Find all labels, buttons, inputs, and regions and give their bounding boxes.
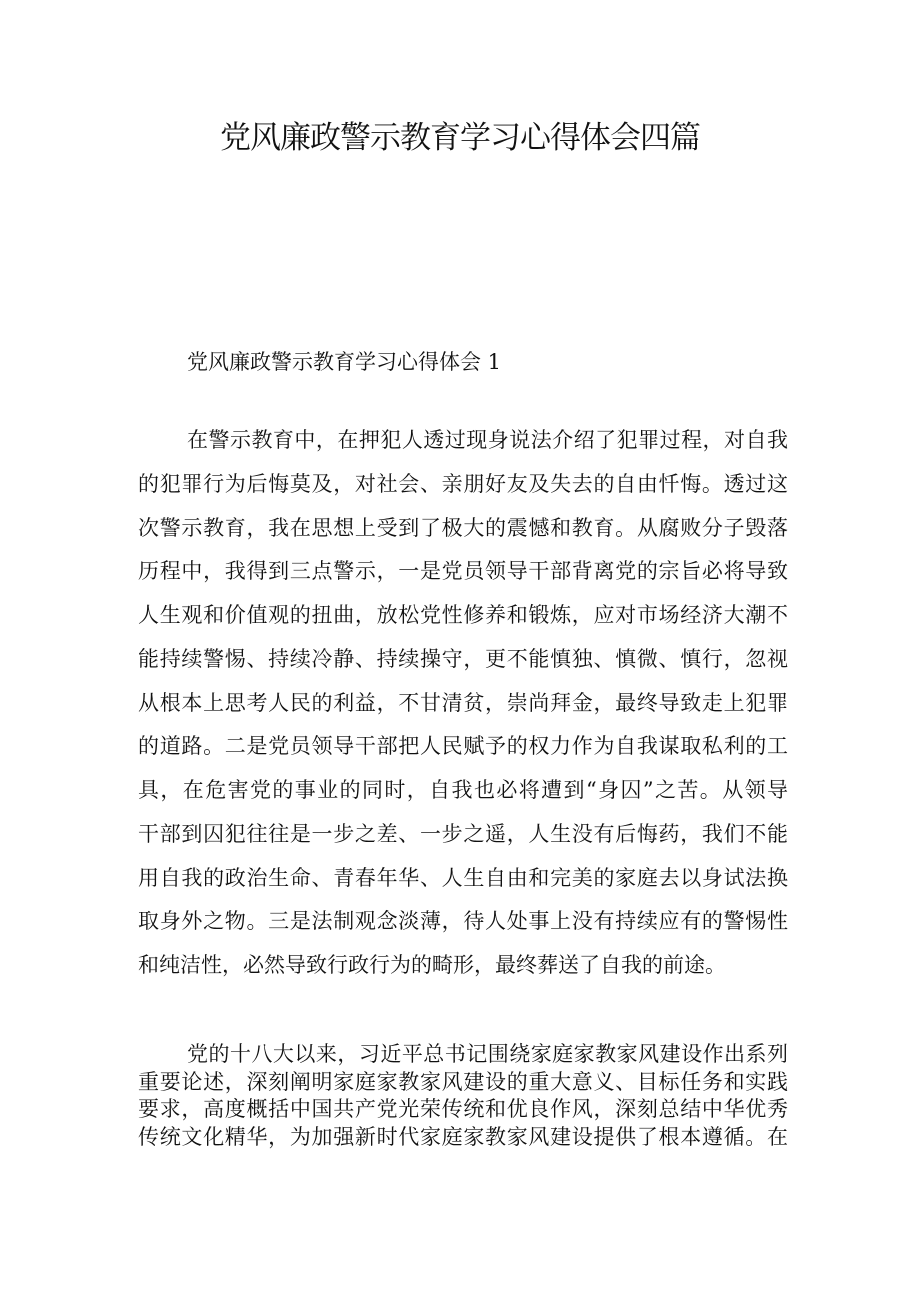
paragraph-line: 重要论述，深刻阐明家庭家教家风建设的重大意义、目标任务和实践 xyxy=(138,1069,788,1094)
paragraph-line: 的犯罪行为后悔莫及，对社会、亲朋好友及失去的自由忏悔。透过这 xyxy=(138,471,788,496)
paragraph-line: 的道路。二是党员领导干部把人民赋予的权力作为自我谋取私利的工 xyxy=(138,734,788,759)
paragraph-line: 历程中，我得到三点警示，一是党员领导干部背离党的宗旨必将导致 xyxy=(138,559,788,584)
paragraph-2 xyxy=(138,1041,788,1151)
paragraph-line: 人生观和价值观的扭曲，放松党性修养和锻炼，应对市场经济大潮不 xyxy=(138,603,788,627)
paragraph-line: 从根本上思考人民的利益，不甘清贫，崇尚拜金，最终导致走上犯罪 xyxy=(138,690,788,715)
paragraph-line: 在警示教育中，在押犯人透过现身说法介绍了犯罪过程，对自我 xyxy=(187,428,788,452)
paragraph-line: 和纯洁性，必然导致行政行为的畸形，最终葬送了自我的前途。 xyxy=(138,953,726,977)
paragraph-1 xyxy=(138,419,788,988)
section-heading: 党风廉政警示教育学习心得体会 1 xyxy=(187,350,502,374)
paragraph-line: 次警示教育，我在思想上受到了极大的震憾和教育。从腐败分子毁落 xyxy=(138,515,788,540)
paragraph-line: 用自我的政治生命、青春年华、人生自由和完美的家庭去以身试法换 xyxy=(138,865,788,890)
document-title: 党风廉政警示教育学习心得体会四篇 xyxy=(220,120,700,156)
paragraph-line: 取身外之物。三是法制观念淡薄，待人处事上没有持续应有的警惕性 xyxy=(138,909,788,934)
paragraph-line: 传统文化精华，为加强新时代家庭家教家风建设提供了根本遵循。在 xyxy=(138,1124,788,1149)
paragraph-line: 干部到囚犯往往是一步之差、一步之遥，人生没有后悔药，我们不能 xyxy=(138,821,788,846)
paragraph-line: 党的十八大以来，习近平总书记围绕家庭家教家风建设作出系列 xyxy=(187,1042,788,1066)
paragraph-line: 能持续警惕、持续冷静、持续操守，更不能慎独、慎微、慎行，忽视 xyxy=(138,646,788,671)
paragraph-line: 要求，高度概括中国共产党光荣传统和优良作风，深刻总结中华优秀 xyxy=(138,1097,788,1122)
paragraph-line: 具，在危害党的事业的同时，自我也必将遭到“身囚”之苦。从领导 xyxy=(138,778,788,802)
